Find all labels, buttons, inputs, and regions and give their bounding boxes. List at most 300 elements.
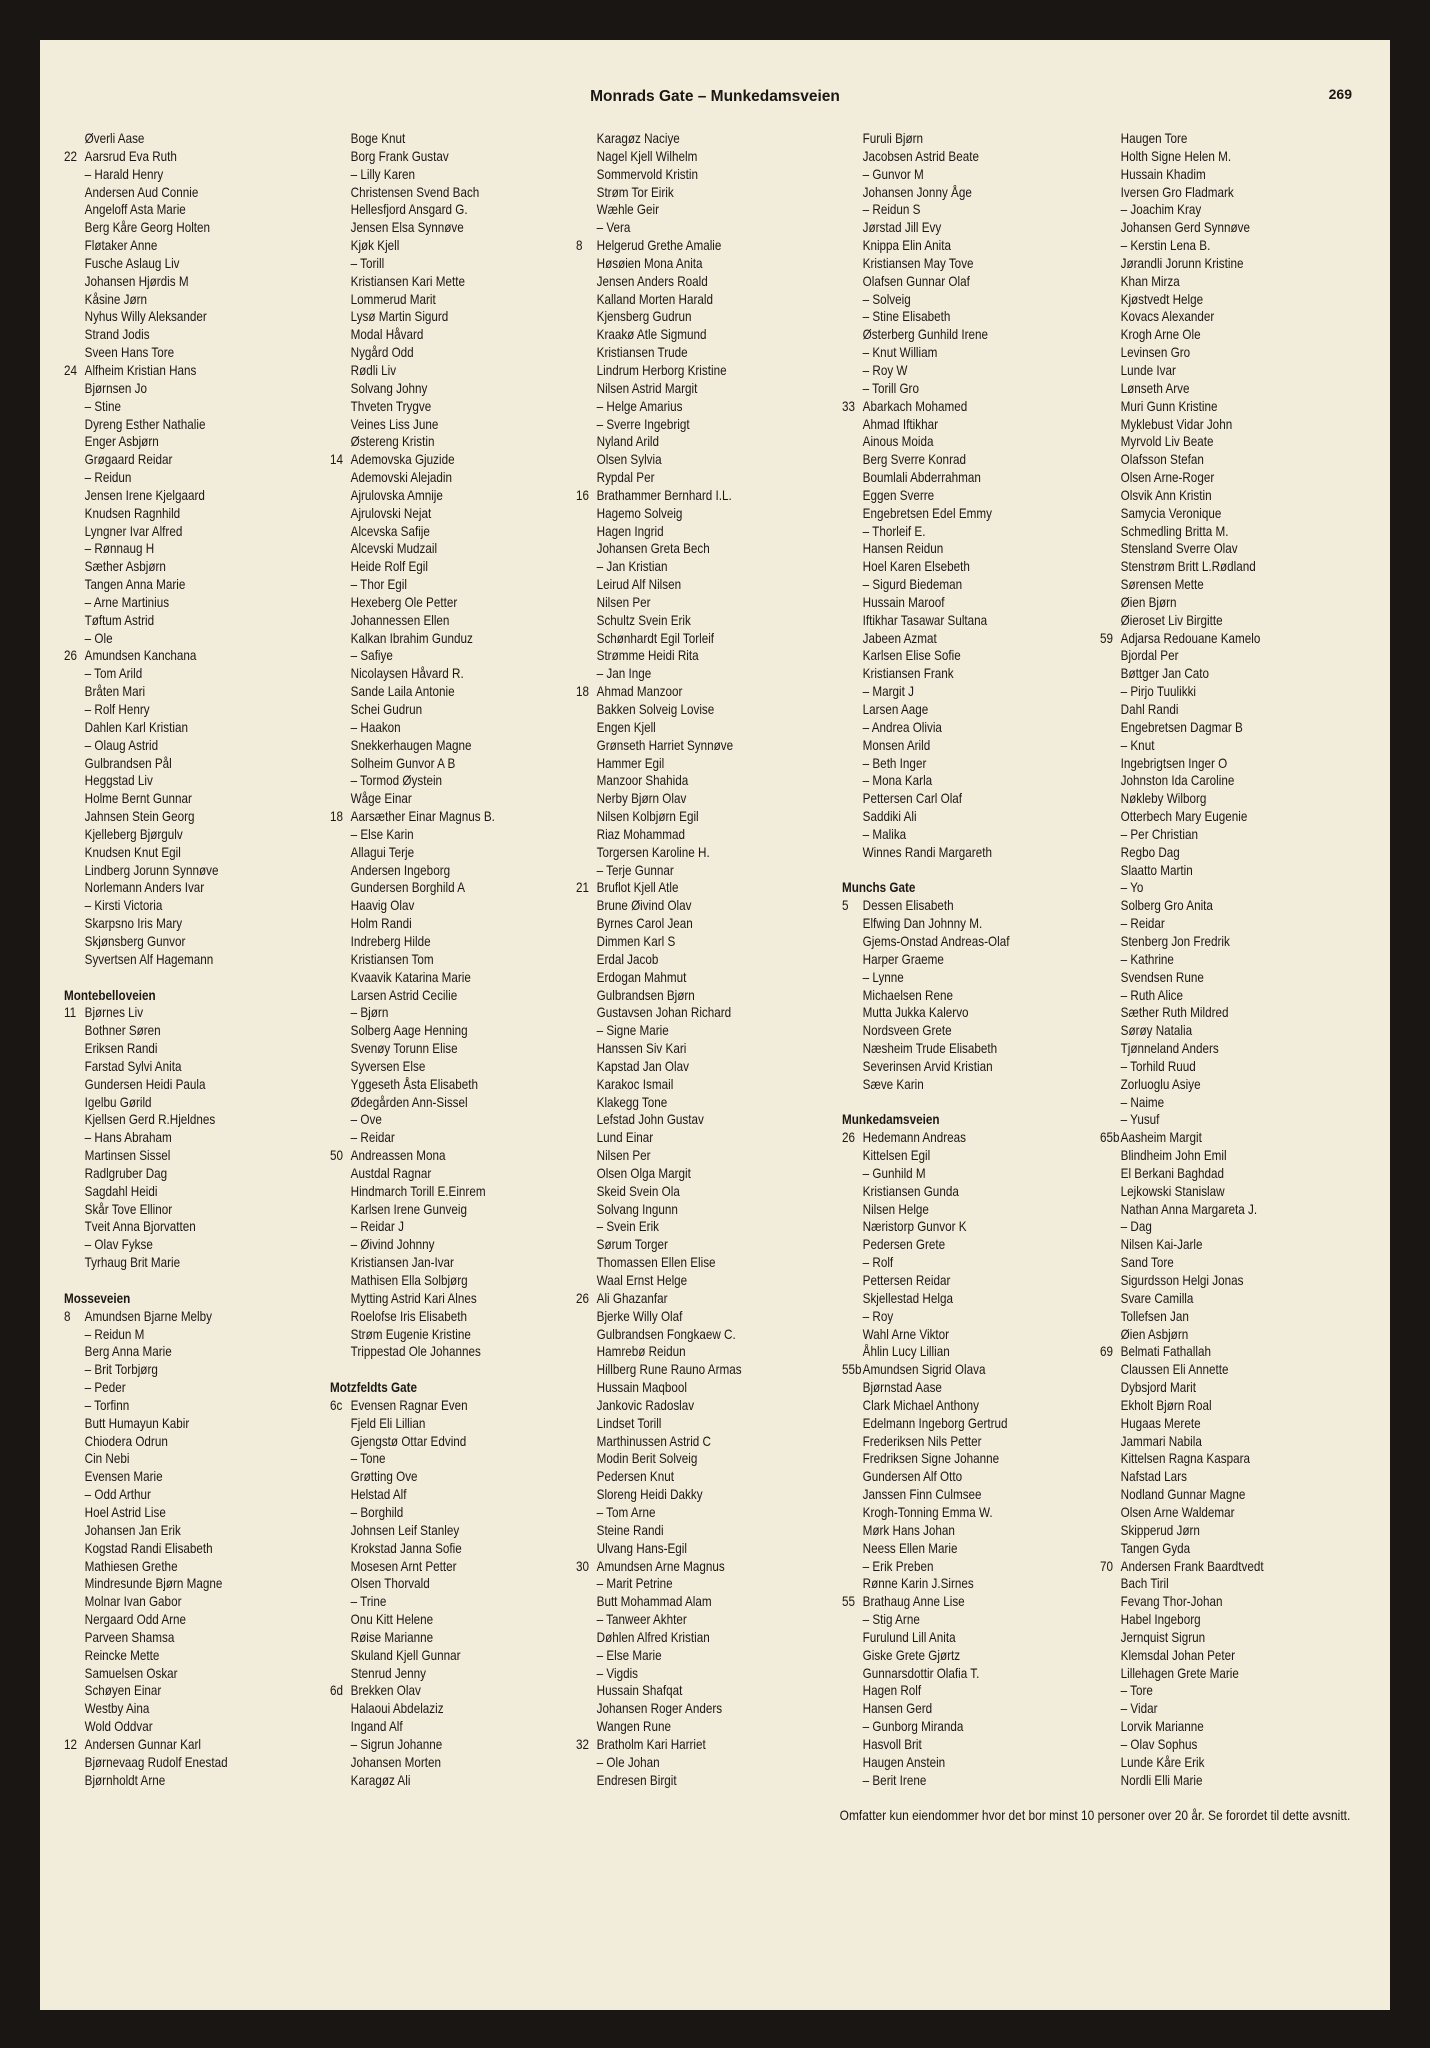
house-number: 33 — [842, 398, 856, 414]
resident-name: Skuland Kjell Gunnar — [350, 1647, 461, 1663]
resident-name: Steine Randi — [596, 1522, 664, 1538]
resident-entry — [576, 291, 846, 309]
resident-entry — [64, 273, 334, 291]
resident-name: Karagøz Naciye — [596, 131, 680, 146]
resident-entry — [330, 1522, 600, 1540]
resident-entry — [842, 1272, 1112, 1290]
resident-name: Iftikhar Tasawar Sultana — [862, 612, 988, 628]
resident-name: Cin Nebi — [84, 1451, 130, 1467]
house-number: 6c — [330, 1397, 343, 1413]
resident-entry — [1100, 951, 1370, 969]
resident-name: Olsen Arne Waldemar — [1120, 1504, 1235, 1520]
resident-entry — [330, 184, 600, 202]
resident-name: – Reidar J — [350, 1219, 404, 1235]
resident-entry — [576, 362, 846, 380]
resident-name: Stensland Sverre Olav — [1120, 541, 1238, 557]
resident-name: Yggeseth Åsta Elisabeth — [350, 1076, 479, 1092]
resident-name: Olsen Arne-Roger — [1120, 470, 1215, 486]
resident-name: – Sverre Ingebrigt — [596, 416, 690, 432]
resident-name: Tjønneland Anders — [1120, 1041, 1219, 1057]
resident-name: Lefstad John Gustav — [596, 1112, 704, 1128]
resident-name: – Torfinn — [84, 1397, 130, 1413]
resident-name: Ali Ghazanfar — [596, 1290, 668, 1306]
resident-entry — [64, 612, 334, 630]
resident-name: Gulbrandsen Fongkaew C. — [596, 1326, 736, 1342]
resident-entry — [1100, 897, 1370, 915]
resident-entry — [64, 166, 334, 184]
resident-entry — [576, 1486, 846, 1504]
resident-name: Boge Knut — [350, 131, 406, 146]
resident-entry — [842, 701, 1112, 719]
resident-entry — [576, 1700, 846, 1718]
resident-entry — [842, 273, 1112, 291]
resident-name: – Sigurd Biedeman — [862, 577, 963, 593]
resident-name: Ingand Alf — [350, 1719, 403, 1735]
resident-entry — [1100, 1772, 1370, 1790]
resident-entry — [64, 558, 334, 576]
resident-name: – Harald Henry — [84, 166, 164, 182]
resident-name: Samuelsen Oskar — [84, 1665, 178, 1681]
resident-name: Sand Tore — [1120, 1255, 1174, 1271]
resident-entry — [330, 701, 600, 719]
resident-entry — [64, 737, 334, 755]
resident-entry — [64, 1718, 334, 1736]
resident-entry — [842, 1718, 1112, 1736]
resident-entry — [1100, 1593, 1370, 1611]
resident-name: Mutta Jukka Kalervo — [862, 1005, 969, 1021]
resident-name: Gundersen Alf Otto — [862, 1469, 963, 1485]
resident-entry — [842, 1022, 1112, 1040]
resident-entry — [1100, 326, 1370, 344]
resident-entry — [64, 808, 334, 826]
resident-entry — [842, 451, 1112, 469]
resident-entry — [842, 291, 1112, 309]
resident-name: Muri Gunn Kristine — [1120, 398, 1218, 414]
resident-name: Chiodera Odrun — [84, 1433, 168, 1449]
resident-name: Næsheim Trude Elisabeth — [862, 1041, 998, 1057]
resident-name: – Ole Johan — [596, 1754, 660, 1770]
resident-entry — [842, 1147, 1112, 1165]
resident-entry — [64, 1754, 334, 1772]
resident-entry — [1100, 344, 1370, 362]
resident-entry — [330, 166, 600, 184]
resident-name: Modin Berit Solveig — [596, 1451, 698, 1467]
resident-entry — [64, 701, 334, 719]
house-number: 50 — [330, 1148, 344, 1164]
resident-name: Ainous Moida — [862, 434, 934, 450]
resident-entry — [1100, 184, 1370, 202]
resident-name: Karlsen Irene Gunveig — [350, 1201, 467, 1217]
resident-name: Kogstad Randi Elisabeth — [84, 1540, 213, 1556]
resident-name: – Tom Arild — [84, 666, 143, 682]
resident-name: – Borghild — [350, 1504, 404, 1520]
resident-name: – Bjørn — [350, 1005, 389, 1021]
resident-entry — [842, 487, 1112, 505]
resident-entry — [64, 184, 334, 202]
resident-entry — [330, 1165, 600, 1183]
resident-name: Knippa Elin Anita — [862, 238, 952, 254]
resident-entry — [1100, 594, 1370, 612]
resident-entry — [576, 1433, 846, 1451]
resident-name: Lindrum Herborg Kristine — [596, 362, 727, 378]
resident-entry — [64, 1040, 334, 1058]
resident-name: Nafstad Lars — [1120, 1469, 1187, 1485]
resident-entry — [64, 1611, 334, 1629]
resident-name: Tyrhaug Brit Marie — [84, 1255, 181, 1271]
resident-entry — [576, 130, 846, 148]
resident-entry — [576, 790, 846, 808]
resident-name: – Erik Preben — [862, 1558, 934, 1574]
house-number: 11 — [64, 1005, 77, 1021]
resident-name: Nilsen Astrid Margit — [596, 380, 698, 396]
resident-entry — [842, 808, 1112, 826]
resident-entry — [330, 540, 600, 558]
resident-name: – Yo — [1120, 880, 1144, 896]
resident-name: Hagemo Solveig — [596, 505, 683, 521]
column-2 — [330, 130, 588, 1789]
resident-entry — [64, 1486, 334, 1504]
resident-entry — [576, 433, 846, 451]
resident-name: Bjørnsen Jo — [84, 380, 148, 396]
resident-name: Andersen Ingeborg — [350, 862, 451, 878]
resident-entry — [576, 1290, 846, 1308]
resident-name: – Andrea Olivia — [862, 719, 942, 735]
resident-entry — [576, 1736, 846, 1754]
resident-entry — [64, 1147, 334, 1165]
resident-entry — [64, 362, 334, 380]
resident-name: Wahl Arne Viktor — [862, 1326, 950, 1342]
resident-entry — [576, 1772, 846, 1790]
resident-entry — [64, 1165, 334, 1183]
resident-entry — [64, 1593, 334, 1611]
resident-entry — [330, 1647, 600, 1665]
resident-entry — [576, 1450, 846, 1468]
resident-name: Jankovic Radoslav — [596, 1397, 695, 1413]
resident-entry — [64, 951, 334, 969]
resident-name: Norlemann Anders Ivar — [84, 880, 205, 896]
resident-entry — [576, 1504, 846, 1522]
resident-entry — [1100, 219, 1370, 237]
resident-name: Karakoc Ismail — [596, 1076, 674, 1092]
resident-name: Harper Graeme — [862, 951, 944, 967]
resident-entry — [1100, 1183, 1370, 1201]
resident-name: Janssen Finn Culmsee — [862, 1487, 982, 1503]
resident-entry — [64, 1450, 334, 1468]
resident-name: Pettersen Carl Olaf — [862, 791, 963, 807]
resident-name: Nicolaysen Håvard R. — [350, 666, 464, 682]
resident-name: Skipperud Jørn — [1120, 1522, 1200, 1538]
resident-name: Jensen Elsa Synnøve — [350, 220, 464, 236]
house-number: 59 — [1100, 630, 1114, 646]
resident-name: Holme Bernt Gunnar — [84, 791, 192, 807]
resident-name: Gundersen Borghild A — [350, 880, 466, 896]
resident-name: – Yusuf — [1120, 1112, 1160, 1128]
resident-entry — [576, 255, 846, 273]
resident-entry — [330, 808, 600, 826]
resident-entry — [1100, 558, 1370, 576]
resident-name: Schei Gudrun — [350, 702, 423, 717]
resident-entry — [1100, 1558, 1370, 1576]
resident-name: – Mona Karla — [862, 773, 933, 789]
resident-entry — [842, 184, 1112, 202]
resident-name: – Kathrine — [1120, 951, 1174, 967]
resident-entry — [842, 1647, 1112, 1665]
resident-name: Svendsen Rune — [1120, 969, 1204, 985]
resident-name: – Jan Inge — [596, 666, 652, 682]
resident-name: Torgersen Karoline H. — [596, 844, 710, 860]
resident-entry — [330, 1058, 600, 1076]
resident-name: Nodland Gunnar Magne — [1120, 1487, 1246, 1503]
resident-entry — [842, 1058, 1112, 1076]
resident-entry — [64, 291, 334, 309]
resident-entry — [842, 1254, 1112, 1272]
resident-entry — [1100, 665, 1370, 683]
house-number: 16 — [576, 487, 590, 503]
resident-name: – Pirjo Tuulikki — [1120, 684, 1197, 700]
resident-entry — [1100, 1040, 1370, 1058]
resident-entry — [1100, 1397, 1370, 1415]
resident-name: Johansen Jan Erik — [84, 1522, 181, 1538]
column-5 — [1100, 130, 1358, 1789]
resident-name: Brathaug Anne Lise — [862, 1594, 965, 1610]
resident-entry — [330, 1629, 600, 1647]
resident-name: Kristiansen May Tove — [862, 255, 974, 271]
resident-entry — [330, 130, 600, 148]
resident-name: Alcevski Mudzail — [350, 541, 438, 557]
resident-name: Tangen Anna Marie — [84, 577, 186, 593]
resident-name: Grøtting Ove — [350, 1469, 418, 1485]
resident-name: – Olav Sophus — [1120, 1736, 1198, 1752]
resident-name: – Torill Gro — [862, 380, 919, 396]
resident-name: Kapstad Jan Olav — [596, 1058, 689, 1074]
resident-entry — [576, 1022, 846, 1040]
resident-entry — [842, 790, 1112, 808]
resident-name: Gulbrandsen Bjørn — [596, 987, 695, 1003]
resident-entry — [330, 201, 600, 219]
resident-entry — [330, 1326, 600, 1344]
resident-entry — [1100, 737, 1370, 755]
resident-entry — [576, 558, 846, 576]
resident-entry — [330, 1076, 600, 1094]
resident-name: Evensen Marie — [84, 1469, 163, 1485]
resident-name: – Thorleif E. — [862, 523, 926, 539]
resident-entry — [576, 1540, 846, 1558]
resident-entry — [842, 1682, 1112, 1700]
resident-entry — [576, 755, 846, 773]
resident-entry — [64, 897, 334, 915]
resident-name: Bjordal Per — [1120, 648, 1179, 664]
resident-entry — [1100, 647, 1370, 665]
resident-entry — [842, 1129, 1112, 1147]
resident-entry — [842, 380, 1112, 398]
resident-entry — [842, 933, 1112, 951]
resident-entry — [576, 737, 846, 755]
resident-name: Sørensen Mette — [1120, 577, 1204, 593]
resident-name: – Gunhild M — [862, 1165, 926, 1181]
resident-entry — [842, 1004, 1112, 1022]
resident-name: – Reidar — [1120, 916, 1165, 932]
resident-name: Levinsen Gro — [1120, 345, 1191, 361]
resident-name: Nergaard Odd Arne — [84, 1612, 187, 1628]
resident-entry — [576, 416, 846, 434]
resident-name: Lommerud Marit — [350, 291, 436, 307]
resident-entry — [576, 1201, 846, 1219]
resident-entry — [576, 862, 846, 880]
resident-entry — [330, 1004, 600, 1022]
resident-entry — [64, 1700, 334, 1718]
resident-entry — [842, 398, 1112, 416]
resident-name: Erdogan Mahmut — [596, 969, 687, 985]
resident-entry — [330, 148, 600, 166]
resident-name: Alcevska Safije — [350, 523, 430, 539]
resident-name: Krogh-Tonning Emma W. — [862, 1504, 993, 1520]
resident-entry — [1100, 862, 1370, 880]
resident-entry — [1100, 362, 1370, 380]
resident-entry — [1100, 1165, 1370, 1183]
resident-entry — [330, 505, 600, 523]
resident-entry — [576, 326, 846, 344]
resident-entry — [64, 1343, 334, 1361]
resident-entry — [330, 362, 600, 380]
resident-entry — [64, 862, 334, 880]
resident-name: Amundsen Kanchana — [84, 648, 197, 664]
resident-name: Sigurdsson Helgi Jonas — [1120, 1273, 1244, 1288]
resident-entry — [842, 1183, 1112, 1201]
resident-name: – Marit Petrine — [596, 1576, 673, 1592]
resident-name: – Tom Arne — [596, 1504, 656, 1520]
resident-name: – Ole — [84, 630, 113, 646]
resident-entry — [330, 915, 600, 933]
resident-name: Blindheim John Emil — [1120, 1148, 1227, 1164]
resident-name: Olafsen Gunnar Olaf — [862, 273, 970, 289]
resident-entry — [1100, 790, 1370, 808]
resident-name: Allagui Terje — [350, 844, 415, 860]
resident-name: Stenberg Jon Fredrik — [1120, 933, 1230, 949]
resident-name: Heide Rolf Egil — [350, 559, 428, 575]
resident-name: Kristiansen Tom — [350, 951, 434, 967]
resident-name: Giske Grete Gjørtz — [862, 1647, 961, 1663]
resident-entry — [330, 665, 600, 683]
resident-entry — [330, 1682, 600, 1700]
resident-name: – Dag — [1120, 1219, 1152, 1235]
resident-name: Nordsveen Grete — [862, 1023, 952, 1039]
resident-name: Aasheim Margit — [1120, 1130, 1202, 1146]
resident-entry — [1100, 844, 1370, 862]
resident-name: Alfheim Kristian Hans — [84, 362, 197, 378]
resident-name: – Knut — [1120, 737, 1155, 753]
resident-entry — [330, 1040, 600, 1058]
resident-entry — [1100, 130, 1370, 148]
resident-entry — [64, 1183, 334, 1201]
resident-entry — [330, 1504, 600, 1522]
resident-entry — [330, 933, 600, 951]
resident-entry — [842, 719, 1112, 737]
resident-name: Olafsson Stefan — [1120, 452, 1204, 468]
resident-name: Sæther Ruth Mildred — [1120, 1005, 1229, 1021]
resident-name: Neess Ellen Marie — [862, 1540, 958, 1556]
resident-name: Andersen Aud Connie — [84, 184, 199, 200]
resident-entry — [330, 1718, 600, 1736]
resident-name: Elfwing Dan Johnny M. — [862, 916, 983, 932]
resident-name: – Reidun S — [862, 202, 921, 218]
resident-name: Olsen Olga Margit — [596, 1165, 691, 1181]
resident-entry — [842, 594, 1112, 612]
resident-entry — [842, 683, 1112, 701]
resident-name: Aarsrud Eva Ruth — [84, 148, 177, 164]
resident-name: – Reidun M — [84, 1326, 145, 1342]
resident-entry — [842, 148, 1112, 166]
resident-name: Radlgruber Dag — [84, 1165, 168, 1181]
resident-name: Kristiansen Jan-Ivar — [350, 1255, 454, 1271]
resident-name: – Rønnaug H — [84, 541, 155, 557]
resident-entry — [330, 1201, 600, 1219]
resident-entry — [576, 1647, 846, 1665]
resident-entry — [1100, 1575, 1370, 1593]
resident-name: – Stine Elisabeth — [862, 309, 951, 325]
resident-entry — [842, 344, 1112, 362]
resident-name: Sloreng Heidi Dakky — [596, 1487, 703, 1503]
resident-name: Ademovska Gjuzide — [350, 452, 455, 468]
resident-name: Strømme Heidi Rita — [596, 648, 699, 664]
resident-name: Kjellsen Gerd R.Hjeldnes — [84, 1112, 216, 1128]
resident-entry — [1100, 1700, 1370, 1718]
resident-entry — [330, 772, 600, 790]
resident-entry — [64, 1236, 334, 1254]
resident-name: Åhlin Lucy Lillian — [862, 1344, 950, 1360]
resident-name: Lillehagen Grete Marie — [1120, 1665, 1239, 1681]
resident-entry — [1100, 808, 1370, 826]
resident-entry — [576, 237, 846, 255]
resident-entry — [1100, 237, 1370, 255]
resident-entry — [842, 1361, 1112, 1379]
resident-entry — [576, 398, 846, 416]
resident-entry — [330, 291, 600, 309]
resident-name: Engebretsen Edel Emmy — [862, 505, 992, 521]
resident-name: Bjørnstad Aase — [862, 1380, 942, 1396]
resident-entry — [576, 897, 846, 915]
resident-name: Wangen Rune — [596, 1719, 671, 1735]
resident-name: Sande Laila Antonie — [350, 684, 455, 700]
resident-name: – Rolf Henry — [84, 702, 150, 717]
resident-name: Jørstad Jill Evy — [862, 220, 942, 236]
resident-entry — [1100, 1611, 1370, 1629]
resident-entry — [1100, 1468, 1370, 1486]
resident-entry — [1100, 1129, 1370, 1147]
resident-entry — [1100, 1486, 1370, 1504]
resident-name: Jernquist Sigrun — [1120, 1629, 1206, 1645]
resident-entry — [330, 1290, 600, 1308]
resident-entry — [64, 416, 334, 434]
resident-entry — [1100, 201, 1370, 219]
resident-name: Kristiansen Trude — [596, 345, 688, 361]
resident-entry — [842, 416, 1112, 434]
resident-name: – Beth Inger — [862, 755, 927, 771]
resident-entry — [576, 273, 846, 291]
resident-name: Solberg Gro Anita — [1120, 898, 1213, 914]
resident-entry — [576, 594, 846, 612]
resident-name: Bjørnevaag Rudolf Enestad — [84, 1754, 228, 1770]
resident-name: – Torill — [350, 255, 385, 271]
resident-name: Rønne Karin J.Sirnes — [862, 1576, 974, 1592]
resident-name: – Øivind Johnny — [350, 1237, 435, 1253]
street-heading: Motzfeldts Gate — [330, 1380, 418, 1396]
resident-name: Solberg Aage Henning — [350, 1023, 468, 1039]
resident-name: Regbo Dag — [1120, 844, 1180, 860]
resident-entry — [64, 469, 334, 487]
resident-name: Fevang Thor-Johan — [1120, 1594, 1223, 1610]
resident-name: Skarpsno Iris Mary — [84, 916, 183, 932]
resident-entry — [1100, 1076, 1370, 1094]
